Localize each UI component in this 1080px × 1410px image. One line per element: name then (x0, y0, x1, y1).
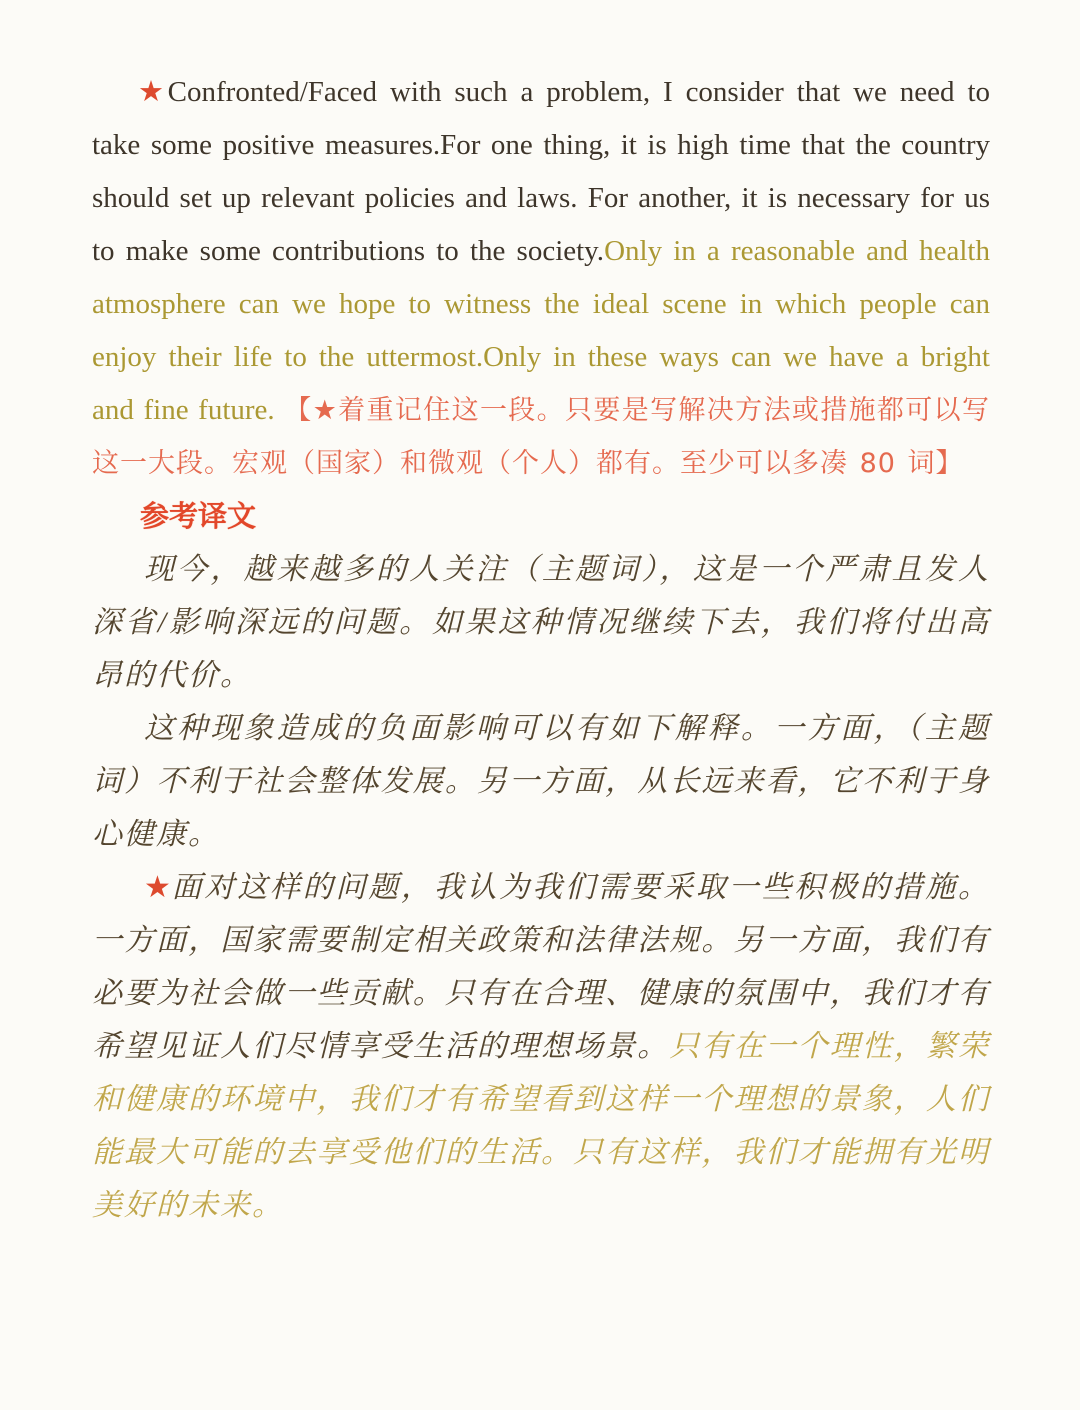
translation-dark-text: 面对这样的问题，我认为我们需要采取一些积极的措施。一方面，国家需要制定相关政策和法律法规。另一方面，我们有必要为社会做一些贡献。只有在合理、健康的氛围中，我们才有希望见证人们尽情享受生活的理想场景。 (92, 871, 991, 1063)
translation-paragraph-3 (92, 861, 990, 1232)
translation-paragraph-1: 现今，越来越多的人关注（主题词），这是一个严肃且发人深省/影响深远的问题。如果这种情况继续下去，我们将付出高昂的代价。 (92, 553, 990, 692)
orange-annotation-text: 【★着重记住这一段。只要是写解决方法或措施都可以写这一大段。宏观（国家）和微观（个人）都有。至少可以多凑 80 词】 (92, 395, 990, 479)
translation-paragraph-2: 这种现象造成的负面影响可以有如下解释。一方面，（主题词）不利于社会整体发展。另一方面，从长远来看，它不利于身心健康。 (92, 712, 990, 851)
english-dark-text: Confronted/Faced with such a problem, I consider that we need to take some positive measures.For one thing, it is high time that the country should set up relevant policies and laws. For another, it is necessary for us to make some contributions to the society. (92, 76, 990, 267)
star-icon: ★ (144, 871, 172, 904)
star-icon: ★ (138, 76, 168, 108)
english-olive-text: Only in a reasonable and health atmosphere can we hope to witness the ideal scene in which people can enjoy their life to the uttermost.Only in these ways can we have a bright and fine future. (92, 235, 990, 426)
english-paragraph (92, 66, 990, 490)
reference-translation-heading: 参考译文 (140, 499, 257, 533)
translation-gold-text: 只有在一个理性，繁荣和健康的环境中，我们才有希望看到这样一个理想的景象，人们能最大可能的去享受他们的生活。只有这样，我们才能拥有光明美好的未来。 (92, 1030, 991, 1222)
